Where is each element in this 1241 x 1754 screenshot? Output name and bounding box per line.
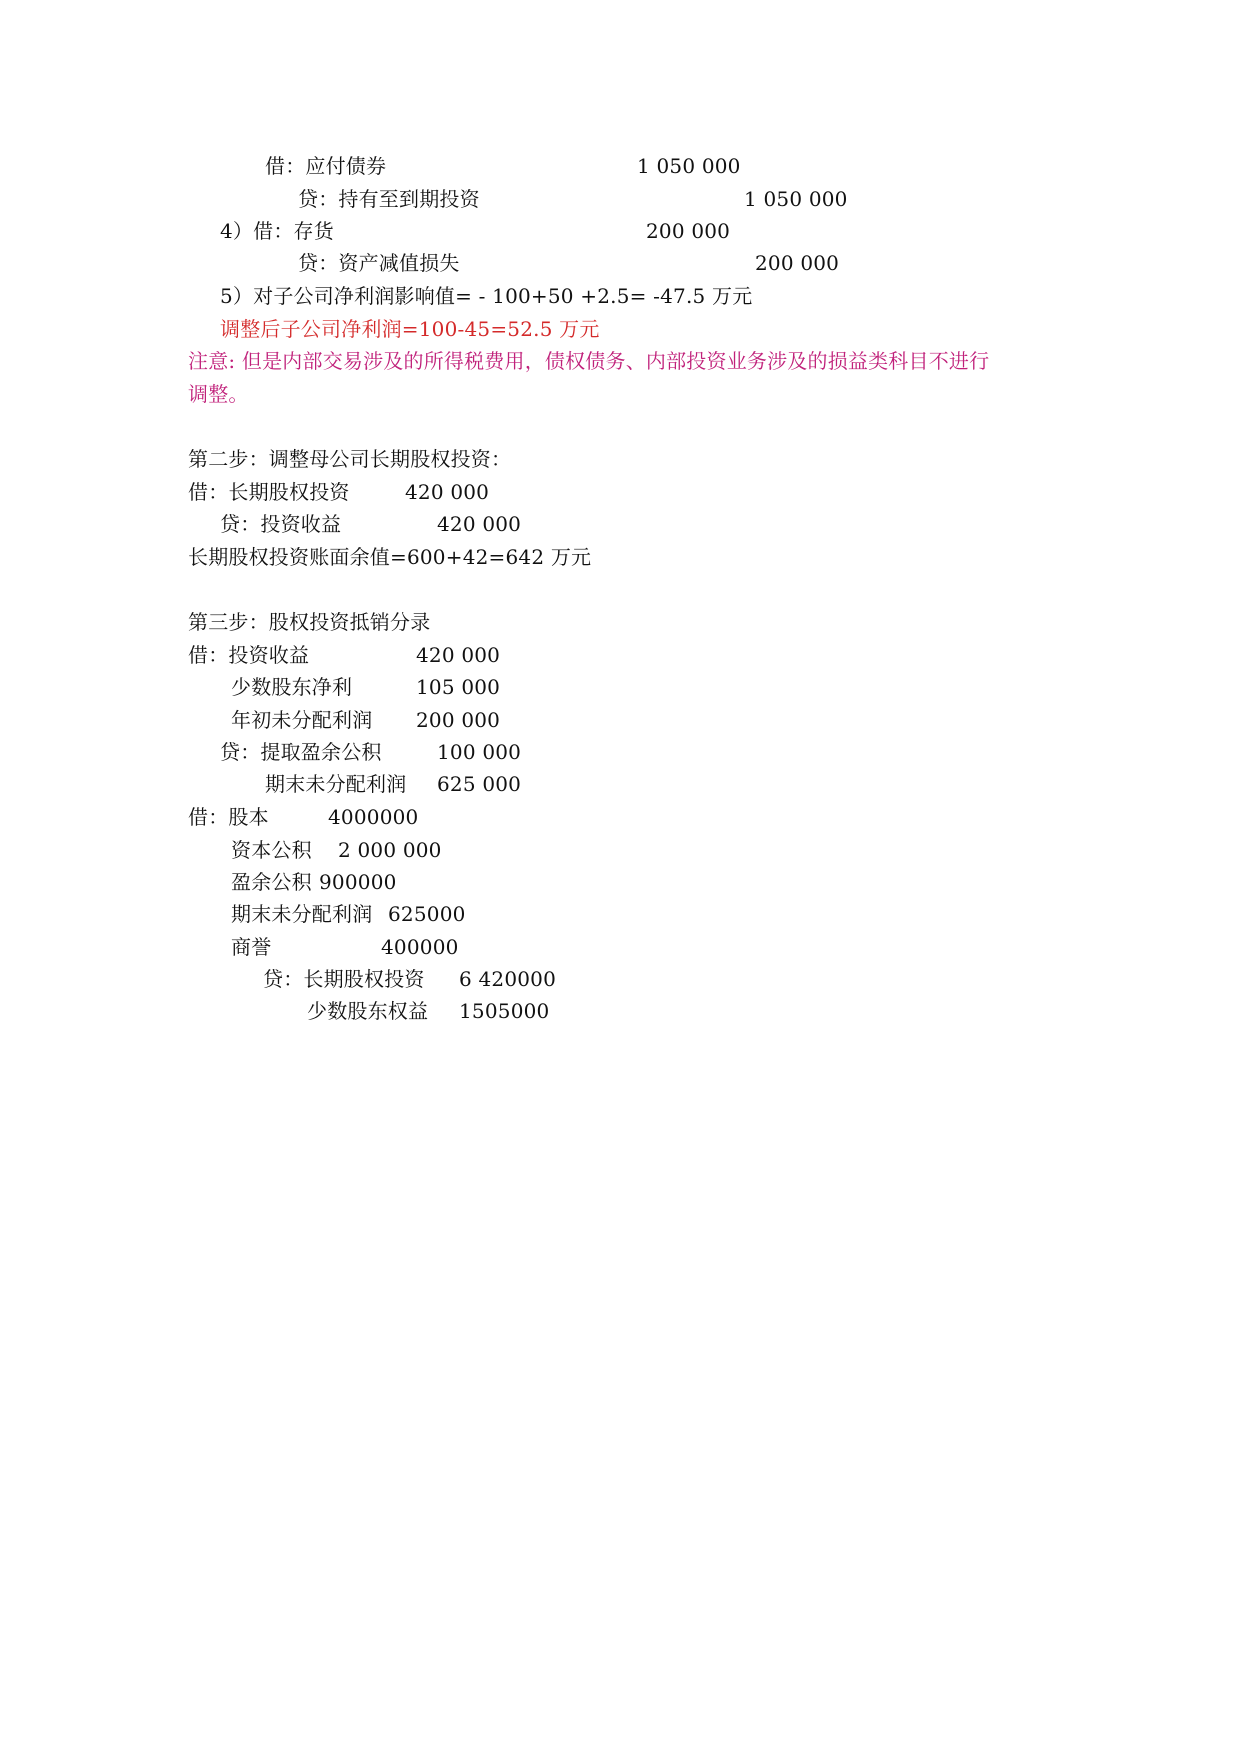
step3-f3-label: 盈余公积 — [231, 870, 312, 894]
step3-f3-amount: 900000 — [319, 870, 397, 894]
step2-credit-amount: 420 000 — [437, 512, 522, 536]
step3-f6-amount: 6 420000 — [459, 967, 557, 991]
step3-e5-amount: 625 000 — [437, 772, 522, 796]
step3-f7-label: 少数股东权益 — [307, 999, 429, 1023]
entry-debit-bonds-payable-label: 借：应付债券 — [265, 154, 387, 178]
entry-credit-htm-investment-amount: 1 050 000 — [744, 187, 848, 211]
step3-f5-label: 商誉 — [231, 935, 272, 959]
step3-e1-amount: 420 000 — [416, 643, 501, 667]
step2-credit-label: 贷：投资收益 — [220, 512, 342, 536]
step3-f1-label: 借：股本 — [188, 805, 269, 829]
step3-f6-label: 贷：长期股权投资 — [263, 967, 425, 991]
net-profit-impact-line: 5）对子公司净利润影响值= - 100+50 +2.5= -47.5 万元 — [220, 284, 753, 308]
entry-debit-inventory-label: 4）借：存货 — [220, 219, 334, 243]
step2-heading: 第二步：调整母公司长期股权投资： — [188, 447, 512, 471]
step3-e1-label: 借：投资收益 — [188, 643, 310, 667]
adjusted-net-profit-line: 调整后子公司净利润=100-45=52.5 万元 — [220, 317, 600, 341]
step3-f1-amount: 4000000 — [328, 805, 419, 829]
entry-credit-impairment-amount: 200 000 — [755, 251, 840, 275]
step3-e3-label: 年初未分配利润 — [231, 708, 373, 732]
note-prefix: 注意: — [188, 349, 236, 373]
entry-credit-htm-investment-label: 贷：持有至到期投资 — [298, 187, 480, 211]
step3-f4-amount: 625000 — [388, 902, 466, 926]
step3-e3-amount: 200 000 — [416, 708, 501, 732]
step3-f4-label: 期末未分配利润 — [231, 902, 373, 926]
step3-heading: 第三步：股权投资抵销分录 — [188, 610, 431, 634]
step2-balance-line: 长期股权投资账面余值=600+42=642 万元 — [188, 545, 592, 569]
entry-credit-impairment-label: 贷：资产减值损失 — [298, 251, 460, 275]
entry-debit-inventory-amount: 200 000 — [646, 219, 731, 243]
step3-e5-label: 期末未分配利润 — [265, 772, 407, 796]
step3-e4-label: 贷：提取盈余公积 — [220, 740, 382, 764]
step3-f7-amount: 1505000 — [459, 999, 550, 1023]
note-line-1 — [188, 349, 989, 373]
step3-f2-label: 资本公积 — [231, 838, 312, 862]
note-line-2: 调整。 — [188, 382, 249, 406]
step2-debit-amount: 420 000 — [405, 480, 490, 504]
entry-debit-bonds-payable-amount: 1 050 000 — [637, 154, 741, 178]
step3-e2-amount: 105 000 — [416, 675, 501, 699]
step3-e2-label: 少数股东净利 — [231, 675, 353, 699]
step2-debit-label: 借：长期股权投资 — [188, 480, 350, 504]
note-text-1: 但是内部交易涉及的所得税费用，债权债务、内部投资业务涉及的损益类科目不进行 — [235, 349, 990, 373]
step3-e4-amount: 100 000 — [437, 740, 522, 764]
step3-f5-amount: 400000 — [381, 935, 459, 959]
step3-f2-amount: 2 000 000 — [338, 838, 442, 862]
